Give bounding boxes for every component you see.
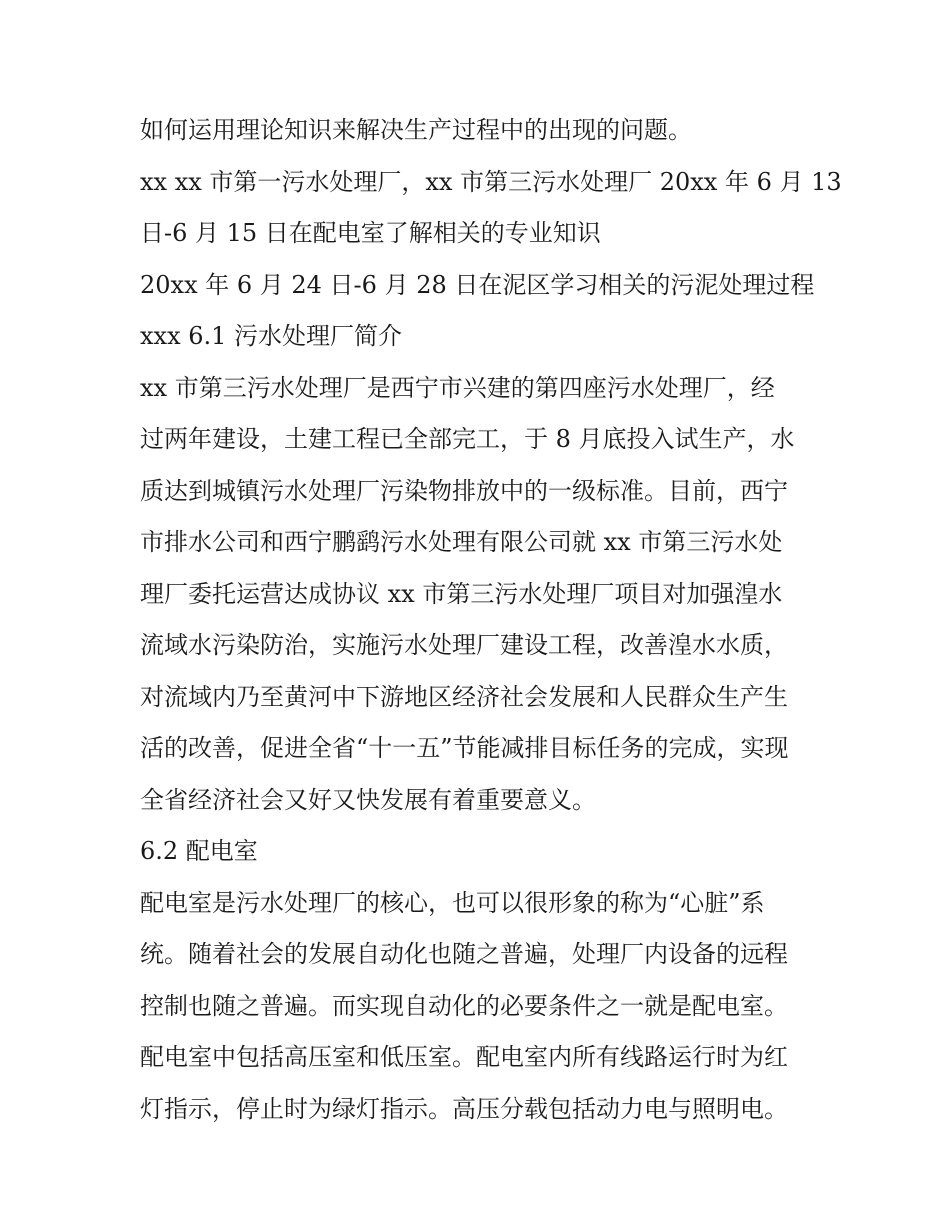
paragraph-line-plant-intro-8: 活的改善，促进全省“十一五”节能减排目标任务的完成，实现: [140, 734, 789, 762]
paragraph-line-plant-intro-5: 理厂委托运营达成协议 xx 市第三污水处理厂项目对加强湟水: [140, 579, 783, 608]
paragraph-line-internship-schedule-2: 日-6 月 15 日在配电室了解相关的专业知识: [140, 219, 601, 247]
paragraph-line-switchroom-2: 统。随着社会的发展自动化也随之普遍，处理厂内设备的远程: [140, 940, 788, 968]
paragraph-line-internship-schedule-1: xx xx 市第一污水处理厂，xx 市第三污水处理厂 20xx 年 6 月 13: [140, 167, 842, 196]
paragraph-line-switchroom-1: 配电室是污水处理厂的核心，也可以很形象的称为“心脏”系: [140, 888, 765, 917]
paragraph-line-switchroom-4: 配电室中包括高压室和低压室。配电室内所有线路运行时为红: [140, 1043, 788, 1071]
paragraph-line-sludge-schedule: 20xx 年 6 月 24 日-6 月 28 日在泥区学习相关的污泥处理过程: [140, 270, 815, 299]
paragraph-line-plant-intro-6: 流域水污染防治，实施污水处理厂建设工程，改善湟水水质，: [140, 631, 788, 659]
paragraph-line-switchroom-5: 灯指示，停止时为绿灯指示。高压分载包括动力电与照明电。: [140, 1094, 788, 1123]
paragraph-line-plant-intro-7: 对流域内乃至黄河中下游地区经济社会发展和人民群众生产生: [140, 682, 788, 711]
document-body: [140, 105, 842, 1135]
paragraph-line-plant-intro-3: 质达到城镇污水处理厂污染物排放中的一级标准。目前，西宁: [140, 476, 788, 505]
paragraph-line-plant-intro-4: 市排水公司和西宁鹏鹞污水处理有限公司就 xx 市第三污水处: [140, 528, 783, 556]
paragraph-line-plant-intro-9: 全省经济社会又好又快发展有着重要意义。: [140, 785, 596, 814]
section-heading-6-1: xxx 6.1 污水处理厂简介: [140, 322, 403, 350]
paragraph-line-plant-intro-2: 过两年建设，土建工程已全部完工，于 8 月底投入试生产，水: [140, 425, 795, 453]
paragraph-line-switchroom-3: 控制也随之普遍。而实现自动化的必要条件之一就是配电室。: [140, 991, 788, 1020]
section-heading-6-2: 6.2 配电室: [140, 837, 258, 865]
paragraph-line-intro-question: 如何运用理论知识来解决生产过程中的出现的问题。: [140, 116, 692, 144]
paragraph-line-plant-intro-1: xx 市第三污水处理厂是西宁市兴建的第四座污水处理厂，经: [140, 373, 775, 402]
